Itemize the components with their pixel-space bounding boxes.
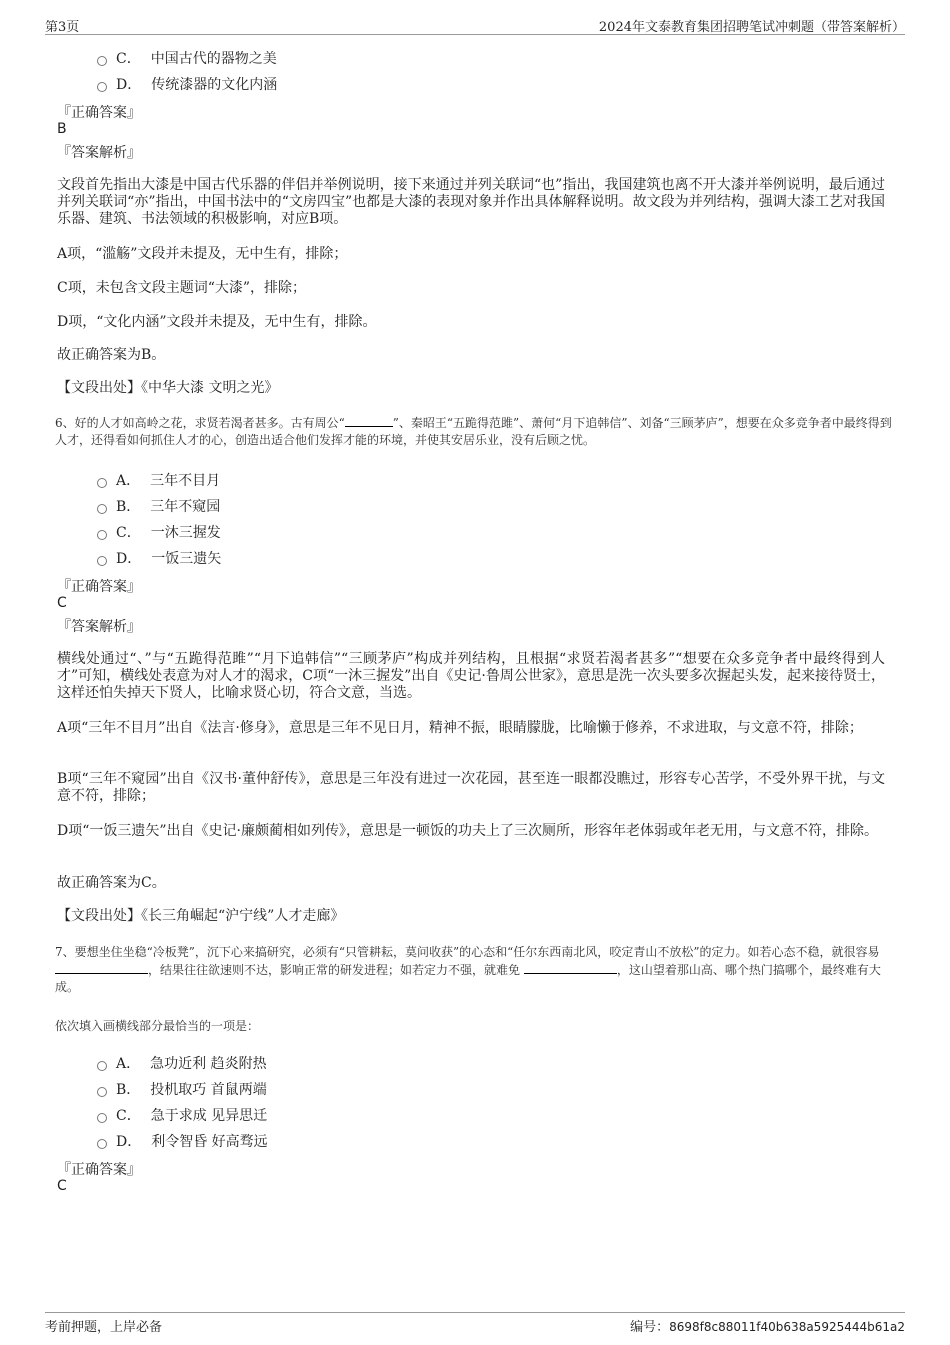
page-number: 第3页 (45, 20, 80, 35)
analysis-paragraph: D项“一饭三遗矢”出自《史记·廉颇蔺相如列传》，意思是一顿饭的功夫上了三次厕所，形容年老体弱或年老无用，与文意不符，排除。 (57, 823, 878, 839)
question-stem: 7、要想坐住坐稳“冷板凳”，沉下心来搞研究，必须有“只管耕耘，莫问收获”的心态和“任尔东西南北风，咬定青山不放松”的定力。如若心态不稳，就很容易 ，结果往往欲速则不达，影响正常的研发进程；如若定力不强，就难免 ，这山望着那山高、哪个热门搞哪个，最终难有大成。 (55, 945, 881, 994)
analysis-paragraph: 横线处通过“、”与“五跪得范雎”“月下追韩信”“三顾茅庐”构成并列结构，且根据“求贤若渴者甚多”“想要在众多竞争者中最终得到人才”可知，横线处表意为对人才的渴求，C项“一沐三握发”出自《史记·鲁周公世家》，意思是洗一次头要多次握起头发，起来接待贤士，这样还怕失掉天下贤人，比喻求贤心切，符合文意，当选。 (57, 651, 885, 701)
page-header (45, 14, 905, 35)
answer-value: C (57, 1178, 67, 1194)
fill-blank (345, 414, 393, 427)
radio-icon[interactable] (97, 530, 107, 540)
analysis-paragraph: A项“三年不目月”出自《法言·修身》，意思是三年不见日月，精神不振，眼睛朦胧，比喻懒于修养，不求进取，与文意不符，排除； (57, 720, 863, 736)
answer-label: 『正确答案』 (57, 579, 141, 595)
radio-icon[interactable] (97, 1061, 107, 1071)
option-d[interactable]: D． 利令智昏 好高骛远 (97, 1131, 268, 1151)
answer-value: C (57, 595, 67, 611)
radio-icon[interactable] (97, 1087, 107, 1097)
option-a[interactable]: A． 急功近利 趋炎附热 (97, 1053, 267, 1073)
page-footer (45, 1312, 905, 1333)
source-citation: 【文段出处】《中华大漆 文明之光》 (57, 380, 279, 396)
footer-slogan: 考前押题，上岸必备 (45, 1320, 163, 1335)
source-citation: 【文段出处】《长三角崛起“沪宁线”人才走廊》 (57, 908, 345, 924)
document-title: 2024年文泰教育集团招聘笔试冲刺题（带答案解析） (598, 20, 905, 35)
analysis-paragraph: A项，“滥觞”文段并未提及，无中生有，排除； (57, 246, 348, 262)
question-stem: 6、好的人才如高岭之花，求贤若渴者甚多。古有周公“ ”、秦昭王“五跪得范雎”、萧何“月下追韩信”、刘备“三顾茅庐”，想要在众多竞争者中最终得到人才，还得看如何抓住人才的心，创造出适合他们发挥才能的环境，并使其安居乐业，没有后顾之忧。 (55, 416, 892, 447)
radio-icon[interactable] (97, 82, 107, 92)
analysis-conclusion: 故正确答案为C。 (57, 875, 166, 891)
analysis-label: 『答案解析』 (57, 619, 141, 635)
answer-value: B (57, 121, 67, 137)
option-d[interactable]: D． 传统漆器的文化内涵 (97, 74, 277, 94)
analysis-paragraph: C项，未包含文段主题词“大漆”，排除； (57, 280, 307, 296)
fill-blank (55, 961, 148, 974)
option-c[interactable]: C． 急于求成 见异思迁 (97, 1105, 267, 1125)
radio-icon[interactable] (97, 1113, 107, 1123)
radio-icon[interactable] (97, 556, 107, 566)
document-code: 编号：8698f8c88011f40b638a5925444b61a2 (630, 1320, 905, 1335)
radio-icon[interactable] (97, 1139, 107, 1149)
answer-label: 『正确答案』 (57, 105, 141, 121)
option-d[interactable]: D． 一饭三遗矢 (97, 548, 221, 568)
analysis-conclusion: 故正确答案为B。 (57, 347, 166, 363)
answer-label: 『正确答案』 (57, 1162, 141, 1178)
analysis-paragraph: 文段首先指出大漆是中国古代乐器的伴侣并举例说明，接下来通过并列关联词“也”指出，我国建筑也离不开大漆并举例说明，最后通过并列关联词“亦”指出，中国书法中的“文房四宝”也都是大漆的表现对象并作出具体解释说明。故文段为并列结构，强调大漆工艺对我国乐器、建筑、书法领域的积极影响，对应B项。 (57, 177, 885, 227)
fill-blank (524, 961, 617, 974)
analysis-paragraph: B项“三年不窥园”出自《汉书·董仲舒传》，意思是三年没有进过一次花园，甚至连一眼都没瞧过，形容专心苦学，不受外界干扰，与文意不符，排除； (57, 771, 885, 804)
option-c[interactable]: C． 一沐三握发 (97, 522, 221, 542)
question-prompt: 依次填入画横线部分最恰当的一项是： (55, 1019, 260, 1033)
option-b[interactable]: B． 三年不窥园 (97, 496, 220, 516)
analysis-paragraph: D项，“文化内涵”文段并未提及，无中生有，排除。 (57, 314, 377, 330)
radio-icon[interactable] (97, 478, 107, 488)
radio-icon[interactable] (97, 56, 107, 66)
option-b[interactable]: B． 投机取巧 首鼠两端 (97, 1079, 267, 1099)
analysis-label: 『答案解析』 (57, 145, 141, 161)
option-c[interactable]: C． 中国古代的器物之美 (97, 48, 277, 68)
radio-icon[interactable] (97, 504, 107, 514)
option-a[interactable]: A． 三年不目月 (97, 470, 220, 490)
